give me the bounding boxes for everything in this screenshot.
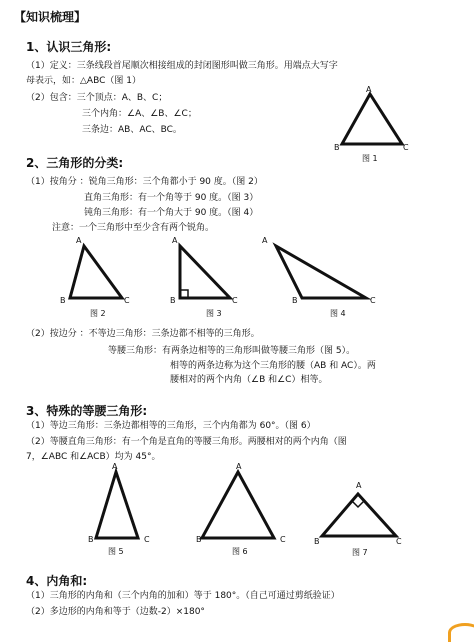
s2-note: 注意：一个三角形中至少含有两个锐角。 bbox=[52, 223, 215, 233]
fig3-label-c: C bbox=[232, 296, 238, 305]
fig3-caption: 图 3 bbox=[206, 309, 222, 318]
fig2-label-c: C bbox=[124, 296, 130, 305]
fig2-caption: 图 2 bbox=[90, 309, 106, 318]
s2-angle-line1: （1）按角分 ：锐角三角形：三个角都小于 90 度。（图 2） bbox=[26, 177, 263, 187]
fig7-label-c: C bbox=[396, 537, 402, 546]
fig5-caption: 图 5 bbox=[108, 547, 124, 556]
s3-line3: 7，∠ABC 和∠ACB）均为 45°。 bbox=[26, 452, 161, 462]
s4-line2: （2）多边形的内角和等于（边数-2）×180° bbox=[26, 607, 205, 617]
fig2-label-b: B bbox=[60, 296, 66, 305]
fig6-label-a: A bbox=[236, 462, 242, 471]
fig7-label-b: B bbox=[314, 537, 320, 546]
fig1-label-a: A bbox=[366, 85, 372, 94]
fig6-caption: 图 6 bbox=[232, 547, 248, 556]
fig2-label-a: A bbox=[76, 236, 82, 245]
fig3-label-b: B bbox=[170, 296, 176, 305]
fig5-label-c: C bbox=[144, 535, 150, 544]
fig1-caption: 图 1 bbox=[362, 154, 378, 163]
fig7-caption: 图 7 bbox=[352, 548, 368, 557]
s2-side-line4: 腰相对的两个内角（∠B 和∠C）相等。 bbox=[170, 375, 328, 385]
s1-include-line3: 三条边：AB、AC、BC。 bbox=[82, 125, 182, 135]
s3-line1: （1）等边三角形：三条边都相等的三角形，三个内角都为 60°。（图 6） bbox=[26, 421, 316, 431]
fig5-label-b: B bbox=[88, 535, 94, 544]
s1-definition-line1: （1）定义：三条线段首尾顺次相接组成的封闭图形叫做三角形。用端点大写字 bbox=[26, 61, 338, 71]
fig6-label-c: C bbox=[280, 535, 286, 544]
s1-definition-line2: 母表示，如：△ABC（图 1） bbox=[26, 76, 141, 86]
page-header: 【知识梳理】 bbox=[14, 10, 87, 24]
fig3-label-a: A bbox=[172, 236, 178, 245]
fig4-caption: 图 4 bbox=[330, 309, 346, 318]
s4-line1: （1）三角形的内角和（三个内角的加和）等于 180°。（自己可通过剪纸验证） bbox=[26, 591, 340, 601]
s2-side-line2: 等腰三角形：有两条边相等的三角形叫做等腰三角形（图 5）。 bbox=[108, 346, 356, 356]
fig4-label-c: C bbox=[370, 296, 376, 305]
fig5-label-a: A bbox=[112, 462, 118, 471]
figure-3-right-triangle bbox=[170, 240, 240, 310]
corner-decoration-icon bbox=[448, 623, 474, 642]
figure-1-triangle bbox=[330, 84, 410, 164]
section-2-title: 2、三角形的分类: bbox=[26, 156, 124, 170]
s2-side-line3: 相等的两条边称为这个三角形的腰（AB 和 AC）。两 bbox=[170, 361, 376, 371]
section-3-title: 3、特殊的等腰三角形: bbox=[26, 404, 148, 418]
fig4-label-a: A bbox=[262, 236, 268, 245]
s1-include-line1: （2）包含：三个顶点：A、B、C； bbox=[26, 93, 168, 103]
s2-side-line1: （2）按边分 ：不等边三角形：三条边都不相等的三角形。 bbox=[26, 329, 260, 339]
section-1-title: 1、认识三角形: bbox=[26, 40, 112, 54]
fig1-label-c: C bbox=[403, 143, 409, 152]
fig7-label-a: A bbox=[356, 481, 362, 490]
s2-angle-line2: 直角三角形：有一个角等于 90 度。（图 3） bbox=[84, 193, 259, 203]
figure-4-obtuse-triangle bbox=[268, 240, 378, 310]
section-4-title: 4、内角和: bbox=[26, 574, 88, 588]
fig6-label-b: B bbox=[196, 535, 202, 544]
fig1-label-b: B bbox=[334, 143, 340, 152]
s3-line2: （2）等腰直角三角形：有一个角是直角的等腰三角形。两腰相对的两个内角（图 bbox=[26, 437, 347, 447]
s2-angle-line3: 钝角三角形：有一个角大于 90 度。（图 4） bbox=[84, 208, 259, 218]
figure-6-equilateral-triangle bbox=[196, 466, 286, 546]
figure-5-isosceles-triangle bbox=[88, 466, 158, 546]
fig4-label-b: B bbox=[292, 296, 298, 305]
s1-include-line2: 三个内角：∠A、∠B、∠C； bbox=[82, 109, 197, 119]
